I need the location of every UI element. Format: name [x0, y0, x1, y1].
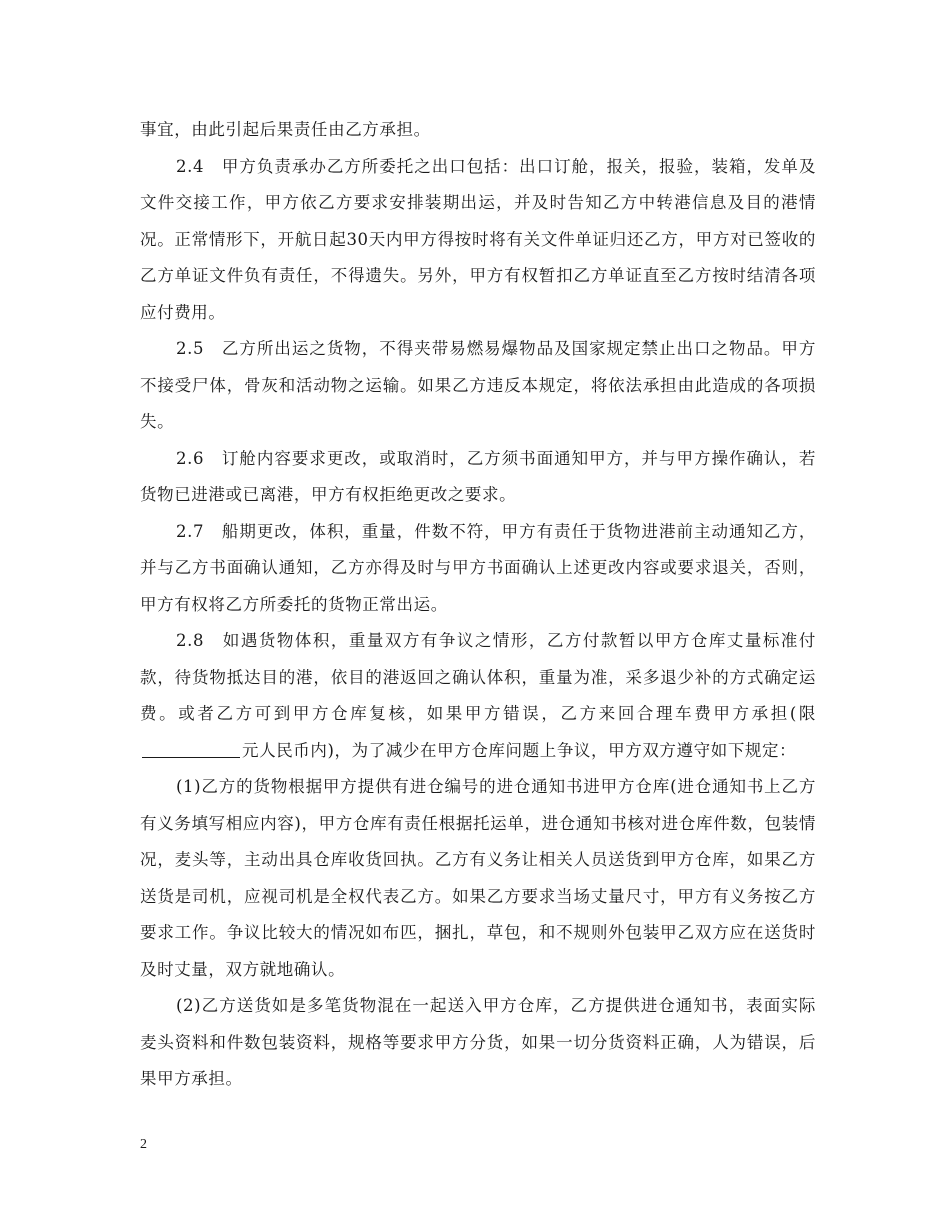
paragraph-clause-2: (2)乙方送货如是多笔货物混在一起送入甲方仓库，乙方提供进仓通知书，表面实际麦头资料和件数包装资料，规格等要求甲方分货，如果一切分货资料正确，人为错误，后果甲方承担。: [140, 996, 816, 1088]
paragraph-2-5: 2.5 乙方所出运之货物，不得夹带易燃易爆物品及国家规定禁止出口之物品。甲方不接受尸体，骨灰和活动物之运输。如果乙方违反本规定，将依法承担由此造成的各项损失。: [140, 339, 816, 431]
paragraph-2-8-part1: 2.8 如遇货物体积，重量双方有争议之情形，乙方付款暂以甲方仓库丈量标准付款，待货物抵达目的港，依目的港返回之确认体积，重量为准，采多退少补的方式确定运费。或者乙方可到甲方仓库复核，如果甲方错误，乙方来回合理车费甲方承担(限: [140, 631, 816, 723]
blank-fill-line: [142, 737, 240, 758]
document-body: [140, 112, 816, 1098]
paragraph-clause-1: (1)乙方的货物根据甲方提供有进仓编号的进仓通知书进甲方仓库(进仓通知书上乙方有义务填写相应内容)，甲方仓库有责任根据托运单，进仓通知书核对进仓库件数，包装情况，麦头等，主动出具仓库收货回执。乙方有义务让相关人员送货到甲方仓库，如果乙方送货是司机，应视司机是全权代表乙方。如果乙方要求当场丈量尺寸，甲方有义务按乙方要求工作。争议比较大的情况如布匹，捆扎，草包，和不规则外包装甲乙双方应在送货时及时丈量，双方就地确认。: [140, 777, 816, 979]
paragraph-continuation: 事宜，由此引起后果责任由乙方承担。: [140, 120, 431, 139]
paragraph-2-7: 2.7 船期更改，体积，重量，件数不符，甲方有责任于货物进港前主动通知乙方，并与乙方书面确认通知，乙方亦得及时与甲方书面确认上述更改内容或要求退关，否则，甲方有权将乙方所委托的货物正常出运。: [140, 521, 816, 614]
paragraph-2-8: [140, 623, 816, 769]
paragraph-2-6: 2.6 订舱内容要求更改，或取消时，乙方须书面通知甲方，并与甲方操作确认，若货物已进港或已离港，甲方有权拒绝更改之要求。: [140, 448, 816, 504]
paragraph-2-4: 2.4 甲方负责承办乙方所委托之出口包括：出口订舱，报关，报验，装箱，发单及文件交接工作，甲方依乙方要求安排装期出运，并及时告知乙方中转港信息及目的港情况。正常情形下，开航日起30天内甲方得按时将有关文件单证归还乙方，甲方对已签收的乙方单证文件负有责任，不得遗失。另外，甲方有权暂扣乙方单证直至乙方按时结清各项应付费用。: [140, 156, 816, 322]
page-number: 2: [140, 1137, 147, 1152]
paragraph-2-8-part2: 元人民币内)，为了减少在甲方仓库问题上争议，甲方双方遵守如下规定：: [242, 740, 797, 760]
